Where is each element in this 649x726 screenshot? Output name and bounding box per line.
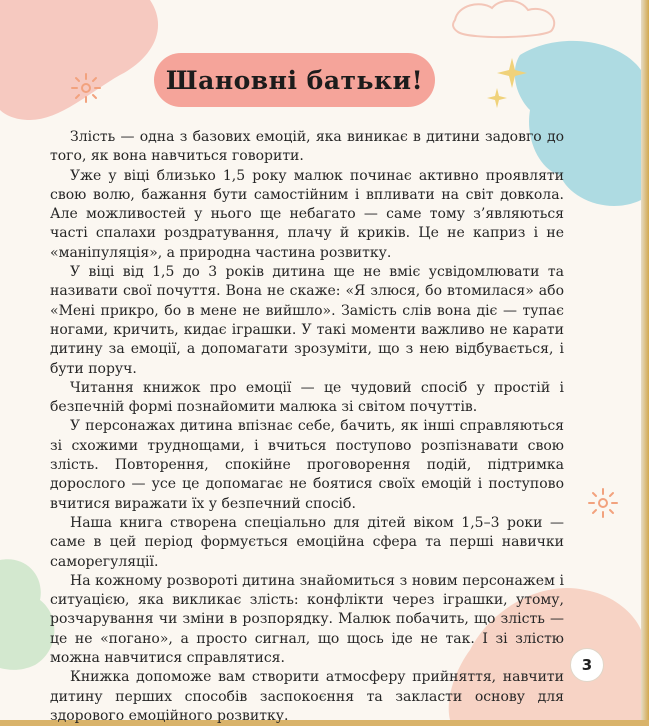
paragraph: Читання книжок про емоції — це чудовий спосіб у простій і безпечній формі познайомити малюка зі світом почуттів.	[50, 379, 564, 416]
paragraph: Наша книга створена спеціально для дітей віком 1,5–3 роки — саме в цей період формується емоційна сфера та перші навички саморегуляції.	[50, 514, 564, 570]
page-edge	[641, 0, 649, 726]
page-number: 3	[570, 648, 604, 682]
paragraph: Злість — одна з базових емоцій, яка виникає в дитини задовго до того, як вона навчиться говорити.	[50, 129, 564, 165]
body-text	[50, 128, 564, 726]
pink-blob-top-left	[0, 0, 158, 120]
paragraph: У персонажах дитина впізнає себе, бачить, як інші справляються зі схожими труднощами, і вчиться поступово розпізнавати свою злість. Повторення, спокійне проговорення подій, підтримка дорослого — усе це допомагає не боятися своїх емоцій і поступово вчитися виражати їх у безпечний спосіб.	[50, 418, 564, 512]
green-blob-bottom-left	[0, 559, 54, 670]
cloud-outline	[453, 1, 554, 37]
paragraph: На кожному розвороті дитина знайомиться з новим персонажем і ситуацією, яка викликає злість: конфлікти через іграшки, утому, розчарування чи зміни в розпорядку. Малюк побачить, що злість — це не «погано», а просто сигнал, що щось іде не так. І зі злістю можна навчитися справлятися.	[50, 572, 564, 667]
paragraph: Книжка допоможе вам створити атмосферу прийняття, навчити дитину перших способів заспокоєння та закласти основу для здорового емоційного розвитку.	[50, 669, 564, 724]
paragraph: У віці від 1,5 до 3 років дитина ще не вміє усвідомлювати та називати свої почуття. Вона не скаже: «Я злюся, бо втомилася» або «Мені прикро, бо в мене не вийшло». Замість слів вона діє — тупає ногами, кричить, кидає іграшки. У такі моменти важливо не карати дитину за емоції, а допомагати зрозуміти, що з нею відбувається, і бути поруч.	[50, 264, 564, 377]
page-title: Шановні батьки!	[165, 65, 424, 95]
title-plate	[154, 53, 435, 107]
paragraph: Уже у віці близько 1,5 року малюк починає активно проявляти свою волю, бажання бути самостійним і впливати на світ довкола. Але можливостей у нього ще небагато — саме тому з’являються часті спалахи роздратування, плачу й криків. Це не каприз і не «маніпуляція», а природна частина розвитку.	[50, 167, 564, 261]
sun-doodle-right	[589, 489, 617, 517]
